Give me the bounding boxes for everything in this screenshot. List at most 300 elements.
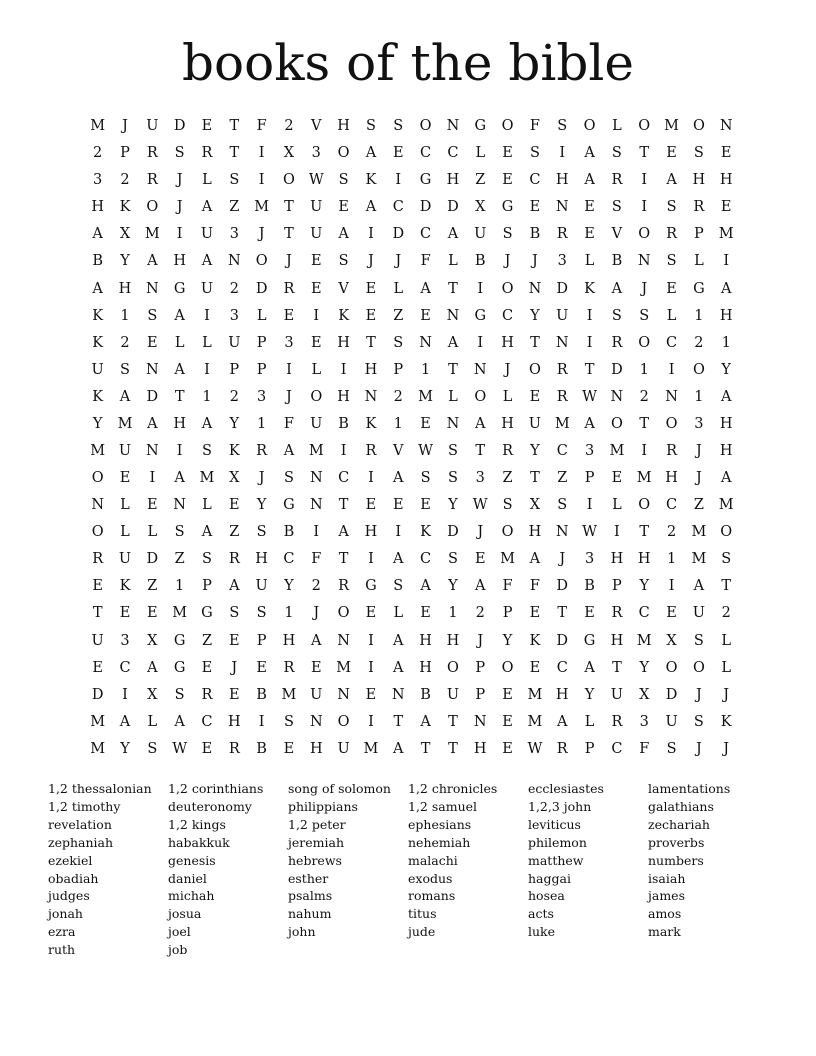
grid-letter[interactable]: X bbox=[119, 226, 131, 243]
grid-letter[interactable]: L bbox=[393, 280, 404, 297]
grid-letter[interactable]: S bbox=[174, 145, 185, 162]
grid-letter[interactable]: U bbox=[255, 578, 268, 595]
grid-letter[interactable]: F bbox=[283, 415, 294, 432]
grid-letter[interactable]: X bbox=[283, 145, 295, 162]
grid-letter[interactable]: B bbox=[92, 253, 103, 270]
grid-letter[interactable]: T bbox=[639, 145, 650, 162]
grid-letter[interactable]: I bbox=[340, 361, 347, 378]
grid-letter[interactable]: T bbox=[639, 415, 650, 432]
grid-letter[interactable]: P bbox=[393, 361, 404, 378]
grid-letter[interactable]: A bbox=[584, 172, 595, 189]
grid-letter[interactable]: B bbox=[420, 686, 431, 703]
grid-letter[interactable]: S bbox=[393, 578, 404, 595]
grid-letter[interactable]: I bbox=[641, 199, 648, 216]
grid-letter[interactable]: S bbox=[666, 199, 677, 216]
grid-letter[interactable]: J bbox=[286, 388, 292, 405]
grid-letter[interactable]: E bbox=[529, 605, 541, 622]
grid-letter[interactable]: 2 bbox=[694, 334, 704, 351]
grid-letter[interactable]: R bbox=[611, 334, 623, 351]
grid-letter[interactable]: E bbox=[256, 659, 267, 676]
grid-letter[interactable]: O bbox=[501, 524, 514, 541]
grid-letter[interactable]: N bbox=[610, 388, 624, 405]
grid-letter[interactable]: H bbox=[501, 415, 514, 432]
grid-letter[interactable]: A bbox=[720, 388, 732, 405]
grid-letter[interactable]: U bbox=[118, 442, 132, 459]
grid-letter[interactable]: 1 bbox=[393, 415, 403, 432]
grid-letter[interactable]: A bbox=[338, 524, 349, 541]
grid-letter[interactable]: I bbox=[395, 524, 402, 541]
grid-letter[interactable]: R bbox=[146, 145, 158, 162]
grid-letter[interactable]: D bbox=[665, 686, 678, 703]
grid-letter[interactable]: Y bbox=[229, 415, 240, 432]
grid-letter[interactable]: B bbox=[584, 578, 595, 595]
grid-letter[interactable]: U bbox=[310, 415, 323, 432]
grid-letter[interactable]: O bbox=[528, 361, 541, 378]
grid-letter[interactable]: L bbox=[448, 388, 458, 405]
grid-letter[interactable]: A bbox=[365, 145, 377, 162]
grid-letter[interactable]: I bbox=[176, 226, 183, 243]
grid-letter[interactable]: E bbox=[392, 497, 404, 514]
grid-letter[interactable]: A bbox=[201, 253, 213, 270]
grid-letter[interactable]: A bbox=[338, 226, 349, 243]
grid-letter[interactable]: L bbox=[612, 118, 622, 135]
grid-letter[interactable]: J bbox=[368, 253, 374, 270]
grid-letter[interactable]: J bbox=[231, 659, 238, 676]
grid-letter[interactable]: A bbox=[92, 280, 103, 297]
grid-letter[interactable]: D bbox=[146, 551, 159, 568]
grid-letter[interactable]: Y bbox=[448, 497, 458, 514]
grid-letter[interactable]: V bbox=[611, 226, 623, 243]
grid-letter[interactable]: 2 bbox=[393, 388, 403, 405]
grid-letter[interactable]: B bbox=[611, 253, 623, 270]
grid-letter[interactable]: K bbox=[338, 307, 350, 324]
grid-letter[interactable]: H bbox=[364, 361, 378, 378]
grid-letter[interactable]: A bbox=[283, 442, 295, 459]
grid-letter[interactable]: E bbox=[529, 199, 541, 216]
grid-letter[interactable]: E bbox=[201, 118, 213, 135]
grid-letter[interactable]: O bbox=[665, 659, 678, 676]
grid-letter[interactable]: F bbox=[502, 578, 513, 595]
grid-letter[interactable]: L bbox=[147, 524, 158, 541]
grid-letter[interactable]: T bbox=[284, 199, 294, 216]
grid-letter[interactable]: I bbox=[258, 172, 265, 189]
grid-letter[interactable]: Y bbox=[639, 578, 650, 595]
grid-letter[interactable]: T bbox=[393, 713, 404, 730]
grid-letter[interactable]: S bbox=[693, 145, 704, 162]
grid-letter[interactable]: L bbox=[721, 659, 732, 676]
grid-letter[interactable]: I bbox=[286, 361, 292, 378]
grid-letter[interactable]: N bbox=[665, 388, 678, 405]
grid-letter[interactable]: P bbox=[475, 659, 486, 676]
grid-letter[interactable]: L bbox=[202, 172, 212, 189]
grid-letter[interactable]: N bbox=[555, 524, 569, 541]
grid-letter[interactable]: O bbox=[692, 659, 705, 676]
grid-letter[interactable]: S bbox=[393, 334, 404, 351]
grid-letter[interactable]: T bbox=[229, 145, 240, 162]
grid-letter[interactable]: H bbox=[337, 118, 350, 135]
grid-letter[interactable]: 3 bbox=[284, 334, 294, 351]
grid-letter[interactable]: A bbox=[720, 280, 732, 297]
grid-letter[interactable]: M bbox=[254, 199, 270, 216]
grid-letter[interactable]: U bbox=[146, 118, 159, 135]
grid-letter[interactable]: D bbox=[447, 199, 459, 216]
grid-letter[interactable]: I bbox=[723, 253, 730, 270]
grid-letter[interactable]: R bbox=[256, 442, 268, 459]
grid-letter[interactable]: C bbox=[666, 497, 678, 514]
grid-letter[interactable]: H bbox=[227, 713, 241, 730]
grid-letter[interactable]: W bbox=[172, 740, 188, 757]
grid-letter[interactable]: N bbox=[446, 415, 460, 432]
grid-letter[interactable]: J bbox=[176, 199, 183, 216]
grid-letter[interactable]: E bbox=[229, 686, 240, 703]
grid-letter[interactable]: R bbox=[556, 740, 568, 757]
grid-letter[interactable]: N bbox=[173, 497, 186, 514]
grid-letter[interactable]: H bbox=[610, 632, 624, 649]
grid-letter[interactable]: T bbox=[448, 740, 458, 757]
grid-letter[interactable]: C bbox=[447, 145, 459, 162]
grid-letter[interactable]: M bbox=[199, 470, 215, 487]
grid-letter[interactable]: 2 bbox=[639, 388, 649, 405]
grid-letter[interactable]: Z bbox=[229, 524, 240, 541]
grid-letter[interactable]: O bbox=[501, 280, 514, 297]
grid-letter[interactable]: H bbox=[555, 172, 569, 189]
grid-letter[interactable]: Z bbox=[502, 470, 513, 487]
grid-letter[interactable]: C bbox=[556, 442, 568, 459]
grid-letter[interactable]: H bbox=[173, 415, 186, 432]
grid-letter[interactable]: R bbox=[283, 280, 295, 297]
grid-letter[interactable]: A bbox=[174, 307, 185, 324]
grid-letter[interactable]: L bbox=[666, 307, 677, 324]
grid-letter[interactable]: I bbox=[368, 632, 374, 649]
grid-letter[interactable]: U bbox=[118, 551, 132, 568]
grid-letter[interactable]: P bbox=[256, 632, 267, 649]
grid-letter[interactable]: N bbox=[528, 280, 542, 297]
grid-letter[interactable]: B bbox=[283, 524, 295, 541]
grid-letter[interactable]: S bbox=[693, 632, 704, 649]
grid-letter[interactable]: D bbox=[556, 578, 569, 595]
grid-letter[interactable]: E bbox=[502, 740, 513, 757]
grid-letter[interactable]: D bbox=[392, 226, 405, 243]
grid-letter[interactable]: O bbox=[474, 388, 487, 405]
grid-letter[interactable]: C bbox=[611, 740, 623, 757]
grid-letter[interactable]: A bbox=[693, 578, 705, 595]
grid-letter[interactable]: H bbox=[665, 470, 678, 487]
grid-letter[interactable]: U bbox=[692, 605, 705, 622]
grid-letter[interactable]: O bbox=[337, 145, 350, 162]
grid-letter[interactable]: M bbox=[308, 442, 324, 459]
grid-letter[interactable]: A bbox=[201, 415, 213, 432]
grid-letter[interactable]: L bbox=[612, 497, 622, 514]
grid-letter[interactable]: P bbox=[256, 361, 267, 378]
grid-letter[interactable]: E bbox=[584, 226, 595, 243]
grid-letter[interactable]: M bbox=[691, 551, 707, 568]
grid-letter[interactable]: S bbox=[447, 470, 458, 487]
grid-letter[interactable]: G bbox=[583, 632, 596, 649]
grid-letter[interactable]: H bbox=[118, 280, 132, 297]
grid-letter[interactable]: E bbox=[584, 605, 595, 622]
grid-letter[interactable]: M bbox=[609, 442, 625, 459]
grid-letter[interactable]: I bbox=[586, 497, 593, 514]
grid-letter[interactable]: A bbox=[420, 713, 431, 730]
grid-letter[interactable]: 1 bbox=[694, 388, 704, 405]
grid-letter[interactable]: E bbox=[201, 659, 213, 676]
grid-letter[interactable]: N bbox=[637, 253, 651, 270]
grid-letter[interactable]: E bbox=[502, 686, 513, 703]
grid-letter[interactable]: Z bbox=[557, 470, 568, 487]
grid-letter[interactable]: I bbox=[122, 686, 128, 703]
grid-letter[interactable]: A bbox=[584, 659, 595, 676]
grid-letter[interactable]: J bbox=[258, 470, 265, 487]
grid-letter[interactable]: A bbox=[666, 172, 677, 189]
grid-letter[interactable]: G bbox=[173, 659, 186, 676]
grid-letter[interactable]: S bbox=[338, 253, 349, 270]
grid-letter[interactable]: T bbox=[92, 605, 103, 622]
grid-letter[interactable]: Y bbox=[256, 497, 267, 514]
grid-letter[interactable]: U bbox=[610, 686, 624, 703]
grid-letter[interactable]: N bbox=[337, 632, 350, 649]
grid-letter[interactable]: K bbox=[420, 524, 432, 541]
grid-letter[interactable]: L bbox=[584, 713, 595, 730]
grid-letter[interactable]: I bbox=[313, 307, 320, 324]
grid-letter[interactable]: A bbox=[393, 659, 404, 676]
grid-letter[interactable]: B bbox=[338, 415, 349, 432]
grid-letter[interactable]: H bbox=[309, 740, 323, 757]
grid-letter[interactable]: I bbox=[340, 442, 347, 459]
grid-letter[interactable]: Y bbox=[584, 686, 595, 703]
grid-letter[interactable]: 3 bbox=[257, 388, 267, 405]
grid-letter[interactable]: H bbox=[255, 551, 268, 568]
grid-letter[interactable]: Y bbox=[120, 740, 130, 757]
grid-letter[interactable]: J bbox=[532, 253, 538, 270]
grid-letter[interactable]: Y bbox=[448, 578, 458, 595]
grid-letter[interactable]: 3 bbox=[639, 713, 649, 730]
grid-letter[interactable]: F bbox=[529, 118, 540, 135]
grid-letter[interactable]: X bbox=[666, 632, 677, 649]
grid-letter[interactable]: T bbox=[174, 388, 185, 405]
grid-letter[interactable]: U bbox=[337, 740, 350, 757]
grid-letter[interactable]: E bbox=[365, 686, 377, 703]
grid-letter[interactable]: J bbox=[395, 253, 402, 270]
grid-letter[interactable]: N bbox=[419, 334, 432, 351]
grid-letter[interactable]: M bbox=[636, 470, 652, 487]
grid-letter[interactable]: D bbox=[419, 199, 432, 216]
grid-letter[interactable]: 2 bbox=[311, 578, 321, 595]
grid-letter[interactable]: J bbox=[559, 551, 566, 568]
grid-letter[interactable]: H bbox=[91, 199, 104, 216]
grid-letter[interactable]: N bbox=[145, 442, 159, 459]
grid-letter[interactable]: J bbox=[176, 172, 183, 189]
grid-letter[interactable]: U bbox=[91, 361, 104, 378]
grid-letter[interactable]: L bbox=[256, 307, 267, 324]
grid-letter[interactable]: Z bbox=[201, 632, 213, 649]
grid-letter[interactable]: M bbox=[281, 686, 297, 703]
grid-letter[interactable]: O bbox=[337, 713, 350, 730]
grid-letter[interactable]: T bbox=[448, 361, 458, 378]
grid-letter[interactable]: A bbox=[229, 578, 240, 595]
grid-letter[interactable]: B bbox=[256, 686, 267, 703]
grid-letter[interactable]: U bbox=[228, 334, 241, 351]
grid-letter[interactable]: S bbox=[447, 442, 458, 459]
grid-letter[interactable]: G bbox=[283, 497, 295, 514]
grid-letter[interactable]: S bbox=[338, 172, 349, 189]
grid-letter[interactable]: A bbox=[420, 578, 431, 595]
grid-letter[interactable]: Z bbox=[229, 199, 240, 216]
grid-letter[interactable]: T bbox=[612, 659, 622, 676]
grid-letter[interactable]: S bbox=[120, 361, 130, 378]
grid-letter[interactable]: A bbox=[447, 226, 459, 243]
grid-letter[interactable]: 2 bbox=[284, 118, 294, 135]
grid-letter[interactable]: A bbox=[174, 470, 185, 487]
grid-letter[interactable]: E bbox=[310, 659, 322, 676]
grid-letter[interactable]: 1 bbox=[202, 388, 212, 405]
grid-letter[interactable]: M bbox=[527, 686, 543, 703]
grid-letter[interactable]: I bbox=[586, 307, 593, 324]
grid-letter[interactable]: O bbox=[665, 415, 678, 432]
grid-letter[interactable]: N bbox=[309, 470, 323, 487]
grid-letter[interactable]: T bbox=[420, 740, 431, 757]
grid-letter[interactable]: H bbox=[446, 632, 460, 649]
grid-letter[interactable]: 2 bbox=[475, 605, 485, 622]
grid-letter[interactable]: M bbox=[636, 632, 652, 649]
grid-letter[interactable]: A bbox=[447, 334, 459, 351]
grid-letter[interactable]: T bbox=[475, 442, 486, 459]
grid-letter[interactable]: G bbox=[693, 280, 705, 297]
grid-letter[interactable]: S bbox=[174, 524, 185, 541]
grid-letter[interactable]: E bbox=[474, 551, 486, 568]
grid-letter[interactable]: H bbox=[501, 334, 514, 351]
grid-letter[interactable]: L bbox=[202, 497, 212, 514]
grid-letter[interactable]: R bbox=[556, 361, 568, 378]
grid-letter[interactable]: Z bbox=[147, 578, 158, 595]
grid-letter[interactable]: U bbox=[91, 632, 104, 649]
grid-letter[interactable]: F bbox=[639, 740, 650, 757]
grid-letter[interactable]: M bbox=[90, 442, 106, 459]
grid-letter[interactable]: O bbox=[720, 524, 733, 541]
grid-letter[interactable]: T bbox=[557, 605, 568, 622]
grid-letter[interactable]: O bbox=[501, 118, 514, 135]
grid-letter[interactable]: S bbox=[639, 307, 650, 324]
grid-letter[interactable]: O bbox=[638, 226, 651, 243]
grid-letter[interactable]: C bbox=[283, 551, 295, 568]
grid-letter[interactable]: G bbox=[419, 172, 432, 189]
grid-letter[interactable]: I bbox=[176, 442, 183, 459]
grid-letter[interactable]: E bbox=[420, 605, 431, 622]
grid-letter[interactable]: N bbox=[473, 361, 487, 378]
grid-letter[interactable]: A bbox=[311, 632, 322, 649]
grid-letter[interactable]: U bbox=[556, 307, 569, 324]
grid-letter[interactable]: R bbox=[201, 686, 213, 703]
grid-letter[interactable]: C bbox=[529, 172, 541, 189]
grid-letter[interactable]: C bbox=[119, 659, 131, 676]
grid-letter[interactable]: T bbox=[338, 497, 349, 514]
grid-letter[interactable]: O bbox=[310, 388, 323, 405]
grid-letter[interactable]: 1 bbox=[448, 605, 458, 622]
grid-letter[interactable]: E bbox=[201, 740, 213, 757]
grid-letter[interactable]: S bbox=[256, 524, 267, 541]
grid-letter[interactable]: T bbox=[639, 524, 650, 541]
grid-letter[interactable]: E bbox=[147, 334, 158, 351]
grid-letter[interactable]: S bbox=[256, 605, 267, 622]
grid-letter[interactable]: C bbox=[666, 334, 678, 351]
grid-letter[interactable]: S bbox=[229, 172, 240, 189]
grid-letter[interactable]: R bbox=[693, 199, 705, 216]
grid-letter[interactable]: X bbox=[529, 497, 541, 514]
grid-letter[interactable]: N bbox=[337, 686, 350, 703]
grid-letter[interactable]: 3 bbox=[120, 632, 130, 649]
grid-letter[interactable]: H bbox=[419, 659, 432, 676]
grid-letter[interactable]: L bbox=[147, 713, 158, 730]
grid-letter[interactable]: K bbox=[119, 578, 131, 595]
grid-letter[interactable]: T bbox=[229, 118, 240, 135]
grid-letter[interactable]: T bbox=[448, 280, 458, 297]
grid-letter[interactable]: A bbox=[174, 713, 185, 730]
grid-letter[interactable]: E bbox=[529, 388, 541, 405]
grid-letter[interactable]: L bbox=[475, 145, 486, 162]
grid-letter[interactable]: E bbox=[365, 307, 377, 324]
grid-letter[interactable]: A bbox=[365, 199, 377, 216]
grid-letter[interactable]: C bbox=[420, 145, 432, 162]
grid-letter[interactable]: 1 bbox=[694, 307, 704, 324]
grid-letter[interactable]: N bbox=[555, 334, 569, 351]
grid-letter[interactable]: R bbox=[611, 713, 623, 730]
grid-letter[interactable]: M bbox=[117, 415, 133, 432]
grid-letter[interactable]: Y bbox=[530, 307, 540, 324]
grid-letter[interactable]: R bbox=[228, 551, 240, 568]
grid-letter[interactable]: 1 bbox=[721, 334, 731, 351]
grid-letter[interactable]: R bbox=[556, 226, 568, 243]
grid-letter[interactable]: S bbox=[283, 713, 294, 730]
grid-letter[interactable]: O bbox=[146, 199, 159, 216]
grid-letter[interactable]: S bbox=[447, 551, 458, 568]
grid-letter[interactable]: O bbox=[638, 118, 651, 135]
grid-letter[interactable]: E bbox=[365, 497, 377, 514]
grid-letter[interactable]: O bbox=[501, 659, 514, 676]
grid-letter[interactable]: T bbox=[448, 713, 458, 730]
grid-letter[interactable]: 3 bbox=[557, 253, 567, 270]
grid-letter[interactable]: H bbox=[446, 172, 460, 189]
grid-letter[interactable]: H bbox=[282, 632, 296, 649]
grid-letter[interactable]: D bbox=[91, 686, 104, 703]
grid-letter[interactable]: G bbox=[474, 307, 487, 324]
grid-letter[interactable]: P bbox=[584, 470, 595, 487]
grid-letter[interactable]: I bbox=[313, 524, 320, 541]
grid-letter[interactable]: A bbox=[201, 199, 213, 216]
grid-letter[interactable]: A bbox=[147, 253, 158, 270]
grid-letter[interactable]: K bbox=[92, 388, 104, 405]
grid-letter[interactable]: T bbox=[530, 470, 540, 487]
grid-letter[interactable]: O bbox=[255, 253, 268, 270]
grid-letter[interactable]: F bbox=[311, 551, 322, 568]
grid-letter[interactable]: S bbox=[202, 442, 212, 459]
grid-letter[interactable]: E bbox=[420, 307, 431, 324]
grid-letter[interactable]: I bbox=[586, 334, 593, 351]
grid-letter[interactable]: K bbox=[92, 334, 104, 351]
grid-letter[interactable]: 1 bbox=[666, 551, 677, 568]
grid-letter[interactable]: I bbox=[477, 280, 484, 297]
grid-letter[interactable]: A bbox=[393, 470, 404, 487]
grid-letter[interactable]: P bbox=[229, 361, 240, 378]
grid-letter[interactable]: A bbox=[201, 524, 213, 541]
grid-letter[interactable]: A bbox=[92, 226, 103, 243]
grid-letter[interactable]: S bbox=[557, 497, 568, 514]
grid-letter[interactable]: P bbox=[475, 686, 486, 703]
grid-letter[interactable]: I bbox=[641, 442, 648, 459]
grid-letter[interactable]: Y bbox=[721, 361, 731, 378]
grid-letter[interactable]: R bbox=[338, 578, 350, 595]
grid-letter[interactable]: N bbox=[227, 253, 241, 270]
grid-letter[interactable]: L bbox=[311, 361, 322, 378]
grid-letter[interactable]: R bbox=[611, 172, 623, 189]
